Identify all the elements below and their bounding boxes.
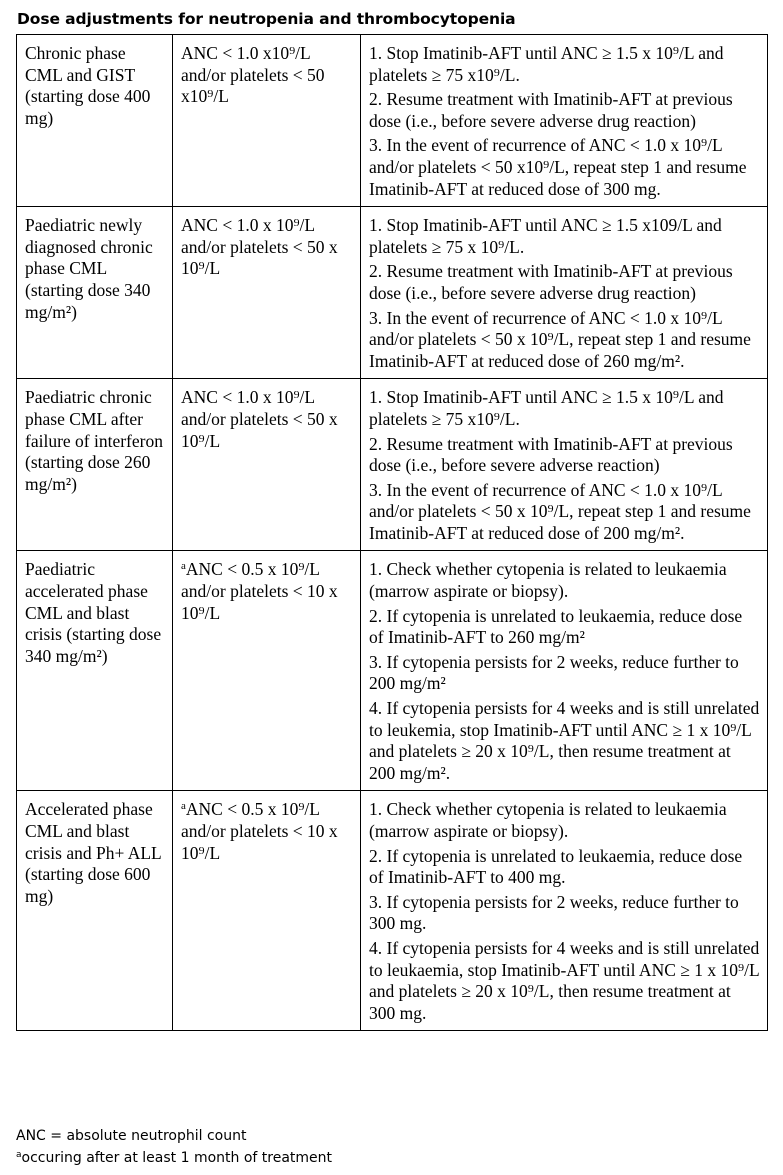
action-step: 2. If cytopenia is unrelated to leukaemia, reduce dose of Imatinib-AFT to 260 mg/m²: [369, 605, 743, 648]
threshold-cell: ANC < 1.0 x 10⁹/L and/or platelets < 50 x 10⁹/L: [173, 379, 361, 551]
threshold-cell: [173, 551, 361, 791]
action-step: 2. Resume treatment with Imatinib-AFT at previous dose (i.e., before severe adverse reaction): [369, 433, 733, 476]
threshold-cell: ANC < 1.0 x10⁹/L and/or platelets < 50 x10⁹/L: [173, 35, 361, 207]
action-cell: [361, 791, 768, 1031]
table-row: [17, 379, 768, 551]
table-row: [17, 35, 768, 207]
action-step: 3. In the event of recurrence of ANC < 1.0 x 10⁹/L and/or platelets < 50 x 10⁹/L, repeat step 1 and resume Imatinib-AFT at reduced dose of 260 mg/m².: [369, 307, 751, 371]
threshold-cell: ANC < 1.0 x 10⁹/L and/or platelets < 50 x 10⁹/L: [173, 207, 361, 379]
action-step: 1. Check whether cytopenia is related to leukaemia (marrow aspirate or biopsy).: [369, 799, 727, 841]
footnote-mark: a: [181, 560, 186, 573]
population-cell: Paediatric chronic phase CML after failure of interferon (starting dose 260 mg/m²): [17, 379, 173, 551]
table-row: [17, 791, 768, 1031]
footnote-mark: a: [16, 1150, 22, 1160]
threshold-text: ANC < 0.5 x 10⁹/L and/or platelets < 10 x 10⁹/L: [181, 799, 338, 863]
action-cell: [361, 551, 768, 791]
action-cell: [361, 35, 768, 207]
population-cell: Paediatric accelerated phase CML and blast crisis (starting dose 340 mg/m²): [17, 551, 173, 791]
footnote-anc: ANC = absolute neutrophil count: [16, 1128, 247, 1144]
action-step: 1. Stop Imatinib-AFT until ANC ≥ 1.5 x 10⁹/L and platelets ≥ 75 x10⁹/L.: [369, 43, 724, 85]
action-step: 3. If cytopenia persists for 2 weeks, reduce further to 200 mg/m²: [369, 651, 739, 694]
threshold-text: ANC < 0.5 x 10⁹/L and/or platelets < 10 x 10⁹/L: [181, 559, 338, 623]
action-step: 3. In the event of recurrence of ANC < 1.0 x 10⁹/L and/or platelets < 50 x10⁹/L, repeat step 1 and resume Imatinib-AFT at reduced dose of 300 mg.: [369, 135, 747, 199]
footnote-mark: a: [181, 800, 186, 813]
action-step: 1. Stop Imatinib-AFT until ANC ≥ 1.5 x109/L and platelets ≥ 75 x 10⁹/L.: [369, 215, 722, 257]
action-cell: [361, 379, 768, 551]
action-step: 2. Resume treatment with Imatinib-AFT at previous dose (i.e., before severe adverse drug reaction): [369, 89, 733, 131]
action-step: 3. If cytopenia persists for 2 weeks, reduce further to 300 mg.: [369, 891, 739, 934]
action-step: 2. If cytopenia is unrelated to leukaemia, reduce dose of Imatinib-AFT to 400 mg.: [369, 845, 743, 888]
action-cell: [361, 207, 768, 379]
threshold-cell: [173, 791, 361, 1031]
action-step: 3. In the event of recurrence of ANC < 1.0 x 10⁹/L and/or platelets < 50 x 10⁹/L, repeat step 1 and resume Imatinib-AFT at reduced dose of 200 mg/m².: [369, 479, 751, 543]
population-cell: Accelerated phase CML and blast crisis and Ph+ ALL (starting dose 600 mg): [17, 791, 173, 1031]
footnote-a: [16, 1147, 332, 1169]
table-title: Dose adjustments for neutropenia and thrombocytopenia: [17, 10, 516, 28]
action-step: 1. Check whether cytopenia is related to leukaemia (marrow aspirate or biopsy).: [369, 559, 727, 602]
footnotes: [16, 1125, 332, 1169]
action-step: 4. If cytopenia persists for 4 weeks and is still unrelated to leukaemia, stop Imatinib-AFT until ANC ≥ 1 x 10⁹/L and platelets ≥ 20 x 10⁹/L, then resume treatment at 300 mg.: [369, 937, 760, 1023]
dose-adjustment-table: [16, 34, 768, 1031]
population-cell: Chronic phase CML and GIST (starting dose 400 mg): [17, 35, 173, 207]
footnote-a-text: occuring after at least 1 month of treatment: [21, 1150, 333, 1166]
action-step: 4. If cytopenia persists for 4 weeks and is still unrelated to leukemia, stop Imatinib-AFT until ANC ≥ 1 x 10⁹/L and platelets ≥ 20 x 10⁹/L, then resume treatment at 200 mg/m².: [369, 698, 760, 783]
action-step: 2. Resume treatment with Imatinib-AFT at previous dose (i.e., before severe adverse drug reaction): [369, 261, 733, 303]
table-row: [17, 551, 768, 791]
population-cell: Paediatric newly diagnosed chronic phase CML (starting dose 340 mg/m²): [17, 207, 173, 379]
table-row: [17, 207, 768, 379]
action-step: 1. Stop Imatinib-AFT until ANC ≥ 1.5 x 10⁹/L and platelets ≥ 75 x10⁹/L.: [369, 387, 724, 429]
